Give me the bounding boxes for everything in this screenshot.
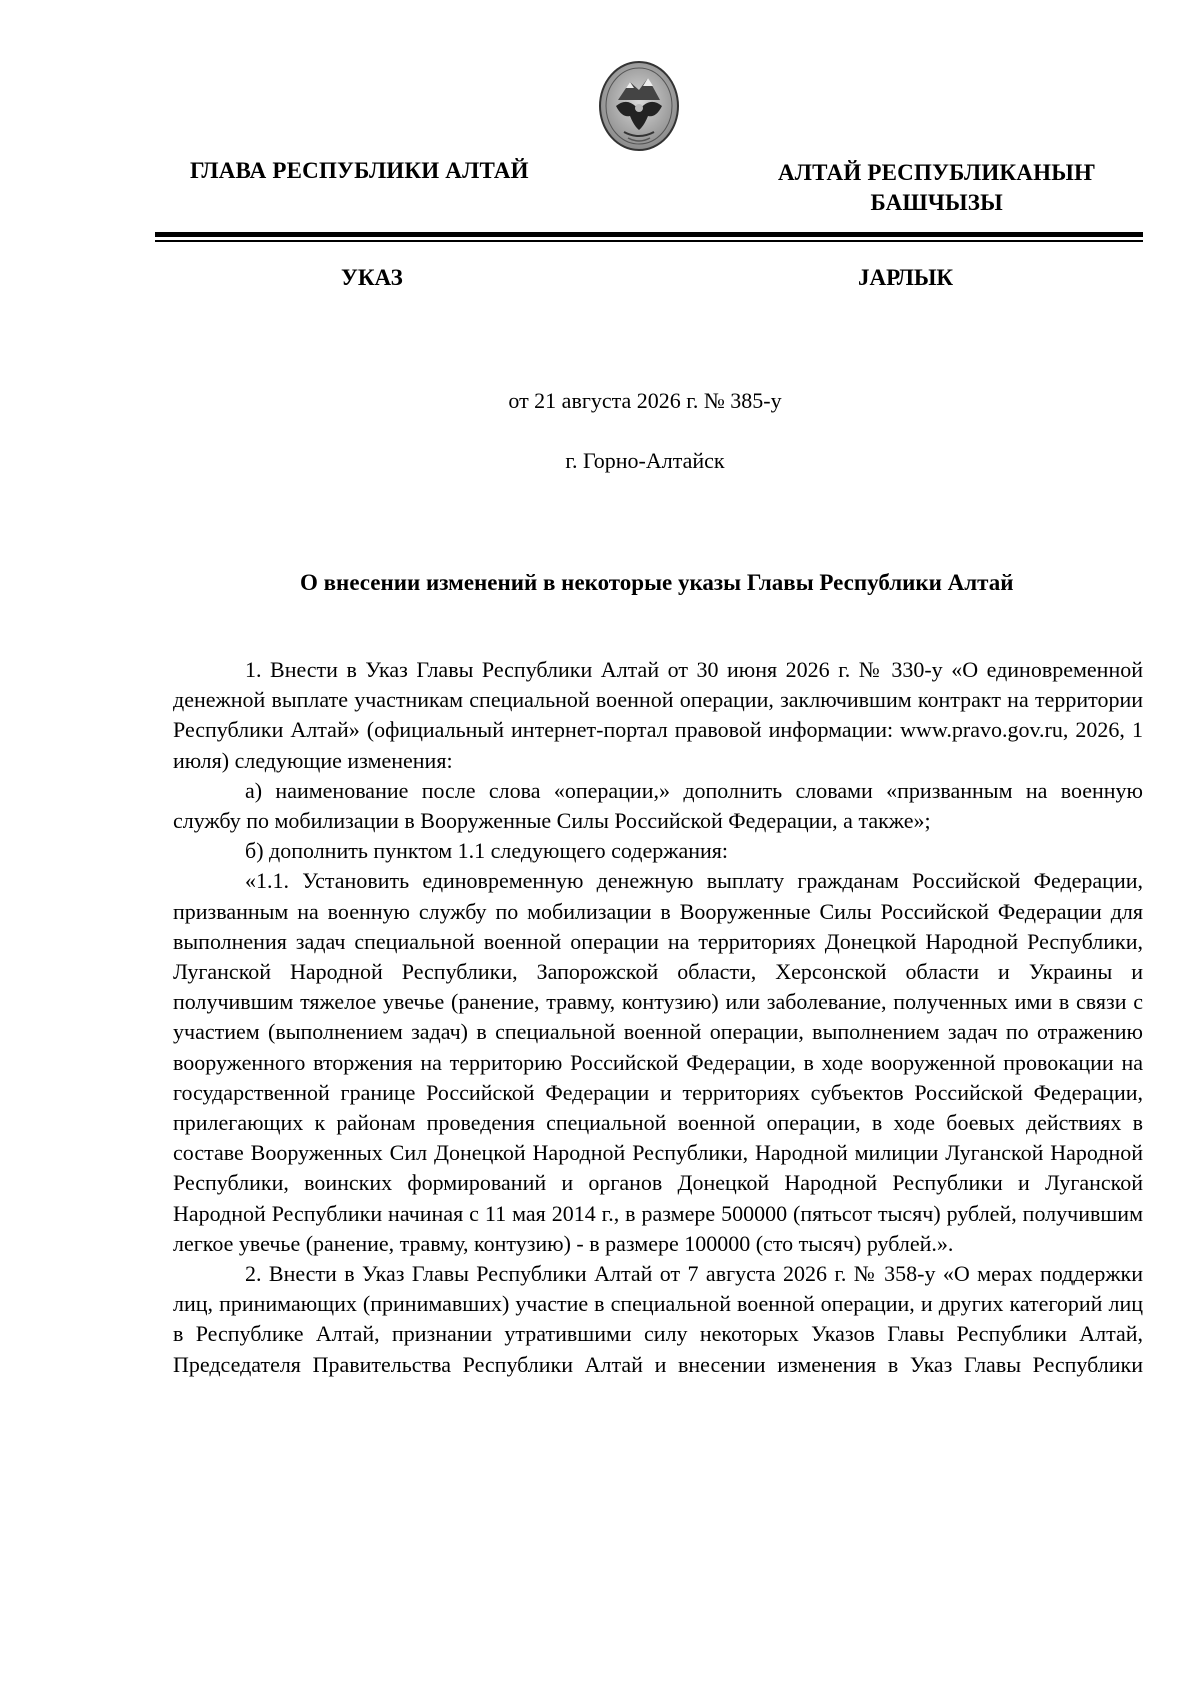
header-left-title: ГЛАВА РЕСПУБЛИКИ АЛТАЙ — [190, 158, 529, 183]
coat-of-arms-emblem-icon — [598, 60, 680, 152]
paragraph-2: 2. Внести в Указ Главы Республики Алтай от 7 августа 2026 г. № 358-у «О мерах поддержки лиц, принимающих (принимавших) участие в специальной военной операции, и других категорий лиц в Республике Алтай, признании утратившими силу некоторых Указов Главы Республики Алтай, Председателя Правительства Республики Алтай и внесении изменения в Указ Главы Республики — [173, 1261, 1143, 1377]
header-divider-thick — [155, 232, 1143, 237]
document-date-number: от 21 августа 2026 г. № 385-у — [508, 388, 782, 413]
paragraph-1b: б) дополнить пунктом 1.1 следующего содержания: — [245, 838, 729, 864]
doc-type-left: УКАЗ — [341, 265, 403, 290]
document-title: О внесении изменений в некоторые указы Главы Республики Алтай — [300, 570, 1014, 595]
paragraph-1: 1. Внести в Указ Главы Республики Алтай от 30 июня 2026 г. № 330-у «О единовременной денежной выплате участникам специальной военной операции, заключившим контракт на территории Республики Алтай» (официальный интернет-портал правовой информации: www.pravo.gov.ru, 2026, 1 июля) следующие изменения: — [173, 657, 1143, 773]
header-right-line1: АЛТАЙ РЕСПУБЛИКАНЫҤ — [778, 160, 1096, 185]
header-divider-thin — [155, 240, 1143, 242]
paragraph-1-1: «1.1. Установить единовременную денежную выплату гражданам Российской Федерации, призванным на военную службу по мобилизации в Вооруженные Силы Российской Федерации для выполнения задач специальной военной операции на территориях Донецкой Народной Республики, Луганской Народной Республики, Запорожской области, Херсонской области и Украины и получившим тяжелое увечье (ранение, травму, контузию) или заболевание, полученных ими в связи с участием (выполнением задач) в специальной военной операции, выполнением задач по отражению вооруженного вторжения на территорию Российской Федерации, в ходе вооруженной провокации на государственной границе Российской Федерации и территориях субъектов Российской Федерации, прилегающих к районам проведения специальной военной операции, в ходе боевых действиях в составе Вооруженных Сил Донецкой Народной Республики, Народной милиции Луганской Народной Республики, воинских формирований и органов Донецкой Народной Республики и Луганской Народной Республики начиная с 11 мая 2014 г., в размере 500000 (пятьсот тысяч) рублей, получившим легкое увечье (ранение, травму, контузию) - в размере 100000 (сто тысяч) рублей.». — [173, 868, 1143, 1256]
paragraph-1a: а) наименование после слова «операции,» дополнить словами «призванным на военную службу по мобилизации в Вооруженные Силы Российской Федерации, а также»; — [173, 777, 1143, 834]
doc-type-right: ЈАРЛЫК — [858, 265, 954, 290]
document-city: г. Горно-Алтайск — [565, 448, 725, 473]
header-right-title — [778, 158, 1095, 218]
header-right-line2: БАШЧЫЗЫ — [870, 190, 1003, 215]
document-body — [173, 655, 1143, 1380]
